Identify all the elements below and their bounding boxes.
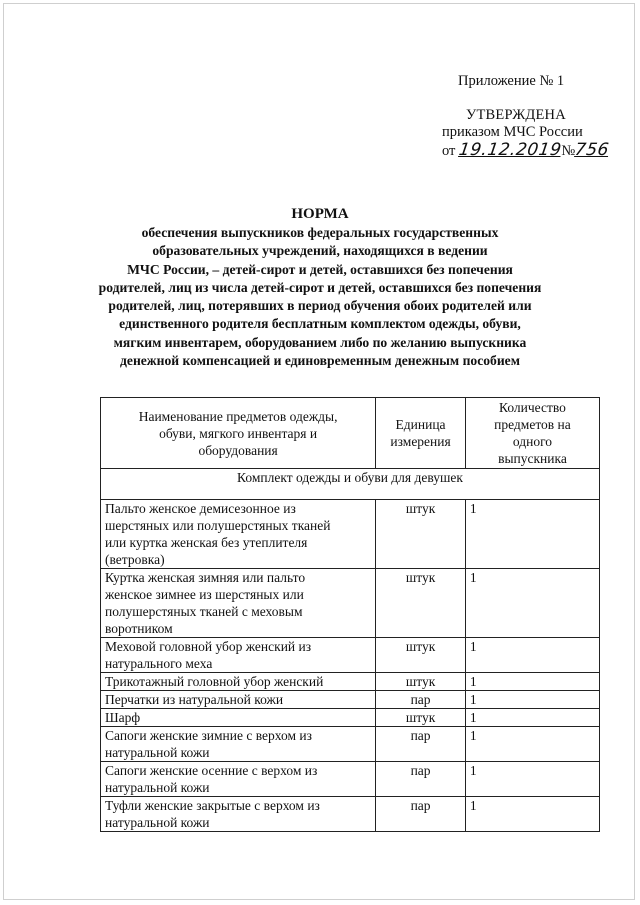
item-name-line: воротником [105,621,173,636]
unit-cell: штук [376,673,466,691]
unit-cell: штук [376,709,466,727]
table-row [101,797,600,832]
quantity-cell: 1 [465,709,599,727]
item-name-line: Куртка женская зимняя или пальто [105,570,306,585]
subtitle-line: обеспечения выпускников федеральных государственных [141,225,499,240]
quantity-cell: 1 [465,762,599,797]
quantity-cell: 1 [465,797,599,832]
order-prefix: от [442,143,456,159]
item-name-cell [101,569,376,638]
item-name-cell [101,709,376,727]
document-subtitle [80,224,560,370]
item-name-line: натурального меха [105,656,213,671]
quantity-cell: 1 [465,500,599,569]
header-line: обуви, мягкого инвентаря и [159,425,318,441]
table-row [101,691,600,709]
header-line: оборудования [198,442,278,458]
item-name-cell [101,500,376,569]
item-name-line: (ветровка) [105,552,165,567]
table-row [101,500,600,569]
subtitle-line: образовательных учреждений, находящихся в ведении [152,243,488,259]
header-unit [376,398,466,469]
order-date-line [442,140,609,160]
subtitle-line: единственного родителя бесплатным комплектом одежды, обуви, [119,316,521,332]
item-name-line: женское зимнее из шерстяных или [105,587,304,602]
header-line: выпускника [498,451,567,466]
item-name-line: Меховой головной убор женский из [105,639,312,654]
header-quantity [465,398,599,469]
header-line: Наименование предметов одежды, [138,408,338,424]
approved-label: УТВЕРЖДЕНА [466,107,566,123]
table-row [101,709,600,727]
header-line: измерения [390,434,451,449]
quantity-cell: 1 [465,727,599,762]
section-row [101,469,600,500]
order-number-label: № [561,143,576,159]
order-label: приказом МЧС России [442,124,583,140]
header-line: Единица [395,417,446,432]
norm-table [100,397,600,832]
header-line: предметов на [494,417,571,432]
unit-cell: пар [376,797,466,832]
order-date: 19.12.2019 [457,140,563,160]
quantity-cell: 1 [465,673,599,691]
item-name-line: полушерстяных тканей с меховым [105,604,303,619]
item-name-line: натуральной кожи [105,780,210,795]
item-name-cell [101,762,376,797]
unit-cell: пар [376,727,466,762]
header-item-name [101,398,376,469]
document-title: НОРМА [291,206,349,222]
item-name-cell [101,727,376,762]
unit-cell: штук [376,569,466,638]
order-number: 756 [573,140,611,160]
unit-cell: штук [376,638,466,673]
item-name-line: Шарф [105,710,141,725]
item-name-cell [101,797,376,832]
table-row [101,569,600,638]
table-row [101,762,600,797]
table-header-row [101,398,600,469]
subtitle-line: родителей, лиц, потерявших в период обучения обоих родителей или [108,298,532,314]
quantity-cell: 1 [465,569,599,638]
unit-cell: штук [376,500,466,569]
item-name-line: шерстяных или полушерстяных тканей [105,518,331,533]
appendix-label: Приложение № 1 [458,73,565,89]
header-line: Количество [499,400,566,415]
quantity-cell: 1 [465,691,599,709]
item-name-line: Туфли женские закрытые с верхом из [105,798,320,813]
item-name-line: Пальто женское демисезонное из [105,501,296,516]
item-name-line: или куртка женская без утеплителя [105,535,308,550]
item-name-line: Сапоги женские зимние с верхом из [105,728,312,743]
item-name-cell [101,691,376,709]
subtitle-line: денежной компенсацией и единовременным денежным пособием [120,353,520,369]
table-row [101,673,600,691]
subtitle-line: мягким инвентарем, оборудованием либо по желанию выпускника [113,334,527,350]
item-name-cell [101,673,376,691]
item-name-line: натуральной кожи [105,745,210,760]
item-name-cell [101,638,376,673]
item-name-line: Сапоги женские осенние с верхом из [105,763,318,778]
subtitle-line: МЧС России, – детей-сирот и детей, оставшихся без попечения [127,261,513,277]
item-name-line: Перчатки из натуральной кожи [105,692,284,707]
subtitle-line: родителей, лиц из числа детей-сирот и детей, оставшихся без попечения [98,279,542,295]
table-row [101,638,600,673]
item-name-line: Трикотажный головной убор женский [105,674,324,689]
section-title: Комплект одежды и обуви для девушек [101,469,600,500]
unit-cell: пар [376,691,466,709]
table-row [101,727,600,762]
header-line: одного [512,434,553,449]
unit-cell: пар [376,762,466,797]
quantity-cell: 1 [465,638,599,673]
item-name-line: натуральной кожи [105,815,210,830]
